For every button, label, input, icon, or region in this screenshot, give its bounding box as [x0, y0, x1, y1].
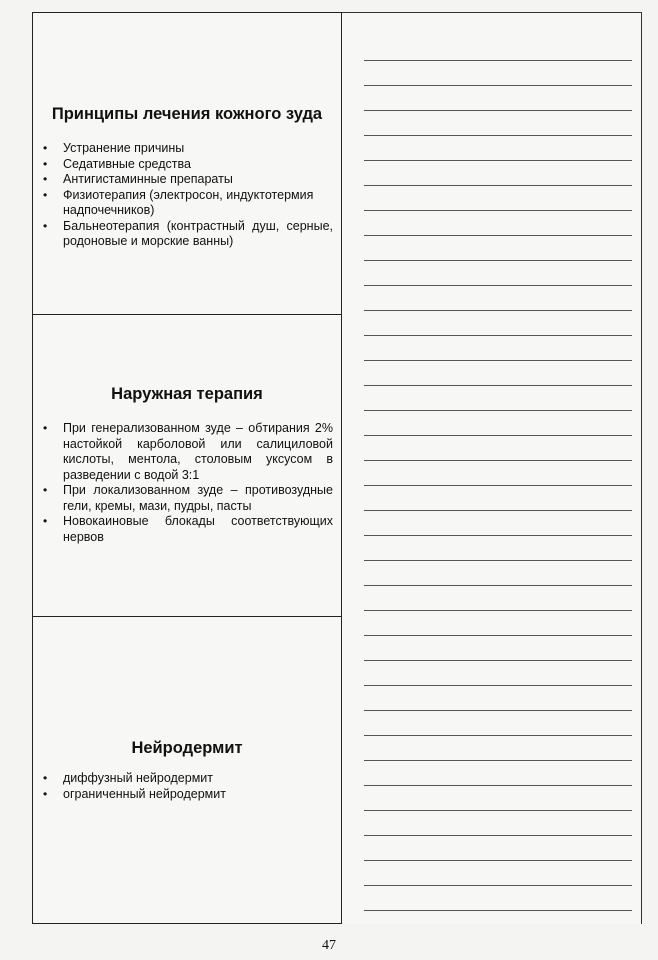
card-itch-treatment	[33, 13, 341, 314]
list-item: • ограниченный нейродермит	[57, 787, 333, 803]
bullet-list	[33, 421, 341, 545]
list-item: • Устранение причины	[57, 141, 333, 157]
card-title: Нейродермит	[131, 739, 243, 757]
card-title: Наружная терапия	[111, 385, 263, 403]
lined-notes-column	[342, 12, 642, 924]
bullet-list	[33, 771, 341, 802]
list-item: • Седативные средства	[57, 157, 333, 173]
list-item: • При локализованном зуде – противозудные гели, кремы, мази, пудры, пасты	[57, 483, 333, 514]
page-number: 47	[322, 938, 336, 953]
list-item: • При генерализованном зуде – обтирания 2% настойкой карболовой или салициловой кислоты, ментола, столовым уксусом в разведении с водой 3:1	[57, 421, 333, 483]
list-item: • Антигистаминные препараты	[57, 172, 333, 188]
card-external-therapy	[33, 314, 341, 616]
card-neurodermatitis	[33, 616, 341, 923]
list-item: • Бальнеотерапия (контрастный душ, серные, родоновые и морские ванны)	[57, 219, 333, 250]
card-title: Принципы лечения кожного зуда	[51, 105, 323, 123]
left-column	[32, 12, 342, 924]
list-item: • Физиотерапия (электросон, индуктотермия надпочечников)	[57, 188, 333, 219]
list-item: • диффузный нейродермит	[57, 771, 333, 787]
bullet-list	[33, 141, 341, 250]
list-item: • Новокаиновые блокады соответствующих нервов	[57, 514, 333, 545]
